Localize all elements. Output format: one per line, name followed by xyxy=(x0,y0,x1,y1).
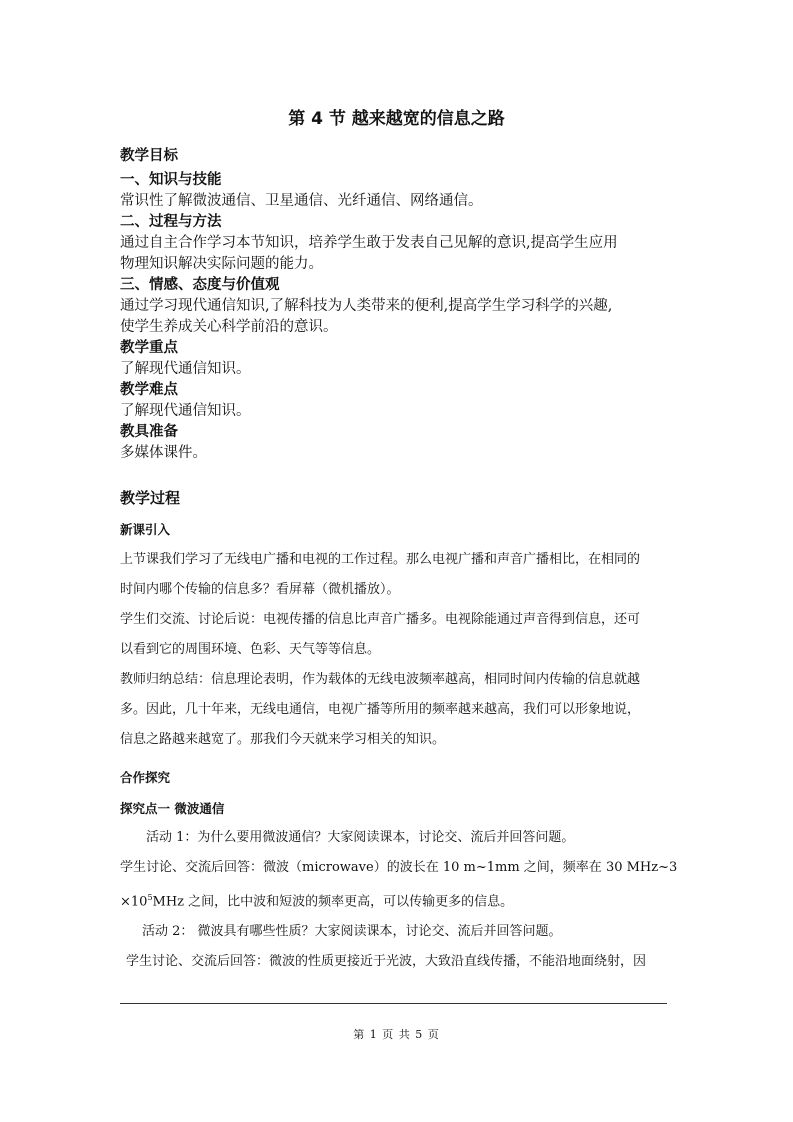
paragraph-line: 上节课我们学习了无线电广播和电视的工作过程。那么电视广播和声音广播相比，在相同的 xyxy=(120,552,641,567)
paragraph-line: 教师归纳总结：信息理论表明，作为载体的无线电波频率越高，相同时间内传输的信息就越 xyxy=(120,672,641,687)
answer-one-rest: MHz 之间，比中波和短波的频率更高，可以传输更多的信息。 xyxy=(152,894,514,910)
answer-one-line: 学生讨论、交流后回答：微波（microwave）的波长在 10 m~1mm 之间，频率在 30 MHz~3 xyxy=(120,860,678,875)
paragraph-line: 时间内哪个传输的信息多？看屏幕（微机播放）。 xyxy=(120,582,400,597)
process-method-heading: 二、过程与方法 xyxy=(120,214,222,230)
paragraph-line: 多。因此，几十年来，无线电通信，电视广播等所用的频率越来越高，我们可以形象地说， xyxy=(120,702,641,717)
teaching-goals-heading: 教学目标 xyxy=(120,148,178,164)
key-points-text: 了解现代通信知识。 xyxy=(120,361,251,377)
inquiry-point-one-heading: 探究点一 微波通信 xyxy=(120,801,225,816)
teaching-process-heading: 教学过程 xyxy=(120,489,181,507)
paragraph-line: 学生们交流、讨论后说：电视传播的信息比声音广播多。电视除能通过声音得到信息，还可 xyxy=(120,612,641,627)
answer-two-line: 学生讨论、交流后回答：微波的性质更接近于光波，大致沿直线传播，不能沿地面绕射，因 xyxy=(126,954,647,970)
difficult-points-text: 了解现代通信知识。 xyxy=(120,403,251,419)
paragraph-line: 信息之路越来越宽了。那我们今天就来学习相关的知识。 xyxy=(120,732,446,747)
page-title: 第 4 节 越来越宽的信息之路 xyxy=(288,109,505,129)
knowledge-skills-heading: 一、知识与技能 xyxy=(120,172,222,188)
knowledge-skills-text: 常识性了解微波通信、卫星通信、光纤通信、网络通信。 xyxy=(120,193,483,209)
attitude-values-heading: 三、情感、态度与价值观 xyxy=(120,277,280,293)
difficult-points-heading: 教学难点 xyxy=(120,382,178,398)
attitude-values-text-line: 使学生养成关心科学前沿的意识。 xyxy=(120,319,338,335)
answer-one-line-2 xyxy=(120,883,680,917)
exponent: 5 xyxy=(147,893,153,902)
teaching-aids-text: 多媒体课件。 xyxy=(120,445,207,461)
intro-paragraphs xyxy=(120,545,680,755)
process-method-text-line: 通过自主合作学习本节知识，培养学生敢于发表自己见解的意识,提高学生应用 xyxy=(120,235,618,251)
answer-one-times-ten: ×10 xyxy=(120,894,148,910)
teaching-goals-section xyxy=(120,146,680,464)
microwave-section xyxy=(120,823,680,977)
process-method-text-line: 物理知识解决实际问题的能力。 xyxy=(120,256,323,272)
key-points-heading: 教学重点 xyxy=(120,340,178,356)
cooperative-inquiry-heading: 合作探究 xyxy=(120,770,171,785)
activity-two-line: 活动 2： 微波具有哪些性质？大家阅读课本，讨论交、流后并回答问题。 xyxy=(142,924,562,940)
footer-divider xyxy=(120,1003,667,1004)
page-number-footer: 第 1 页 共 5 页 xyxy=(353,1028,440,1041)
paragraph-line: 以看到它的周围环境、色彩、天气等等信息。 xyxy=(120,642,381,657)
activity-one-line: 活动 1：为什么要用微波通信？大家阅读课本，讨论交、流后并回答问题。 xyxy=(146,830,575,845)
teaching-aids-heading: 教具准备 xyxy=(120,424,178,440)
attitude-values-text-line: 通过学习现代通信知识,了解科技为人类带来的便利,提高学生学习科学的兴趣, xyxy=(120,298,613,314)
new-lesson-intro-heading: 新课引入 xyxy=(120,522,171,537)
